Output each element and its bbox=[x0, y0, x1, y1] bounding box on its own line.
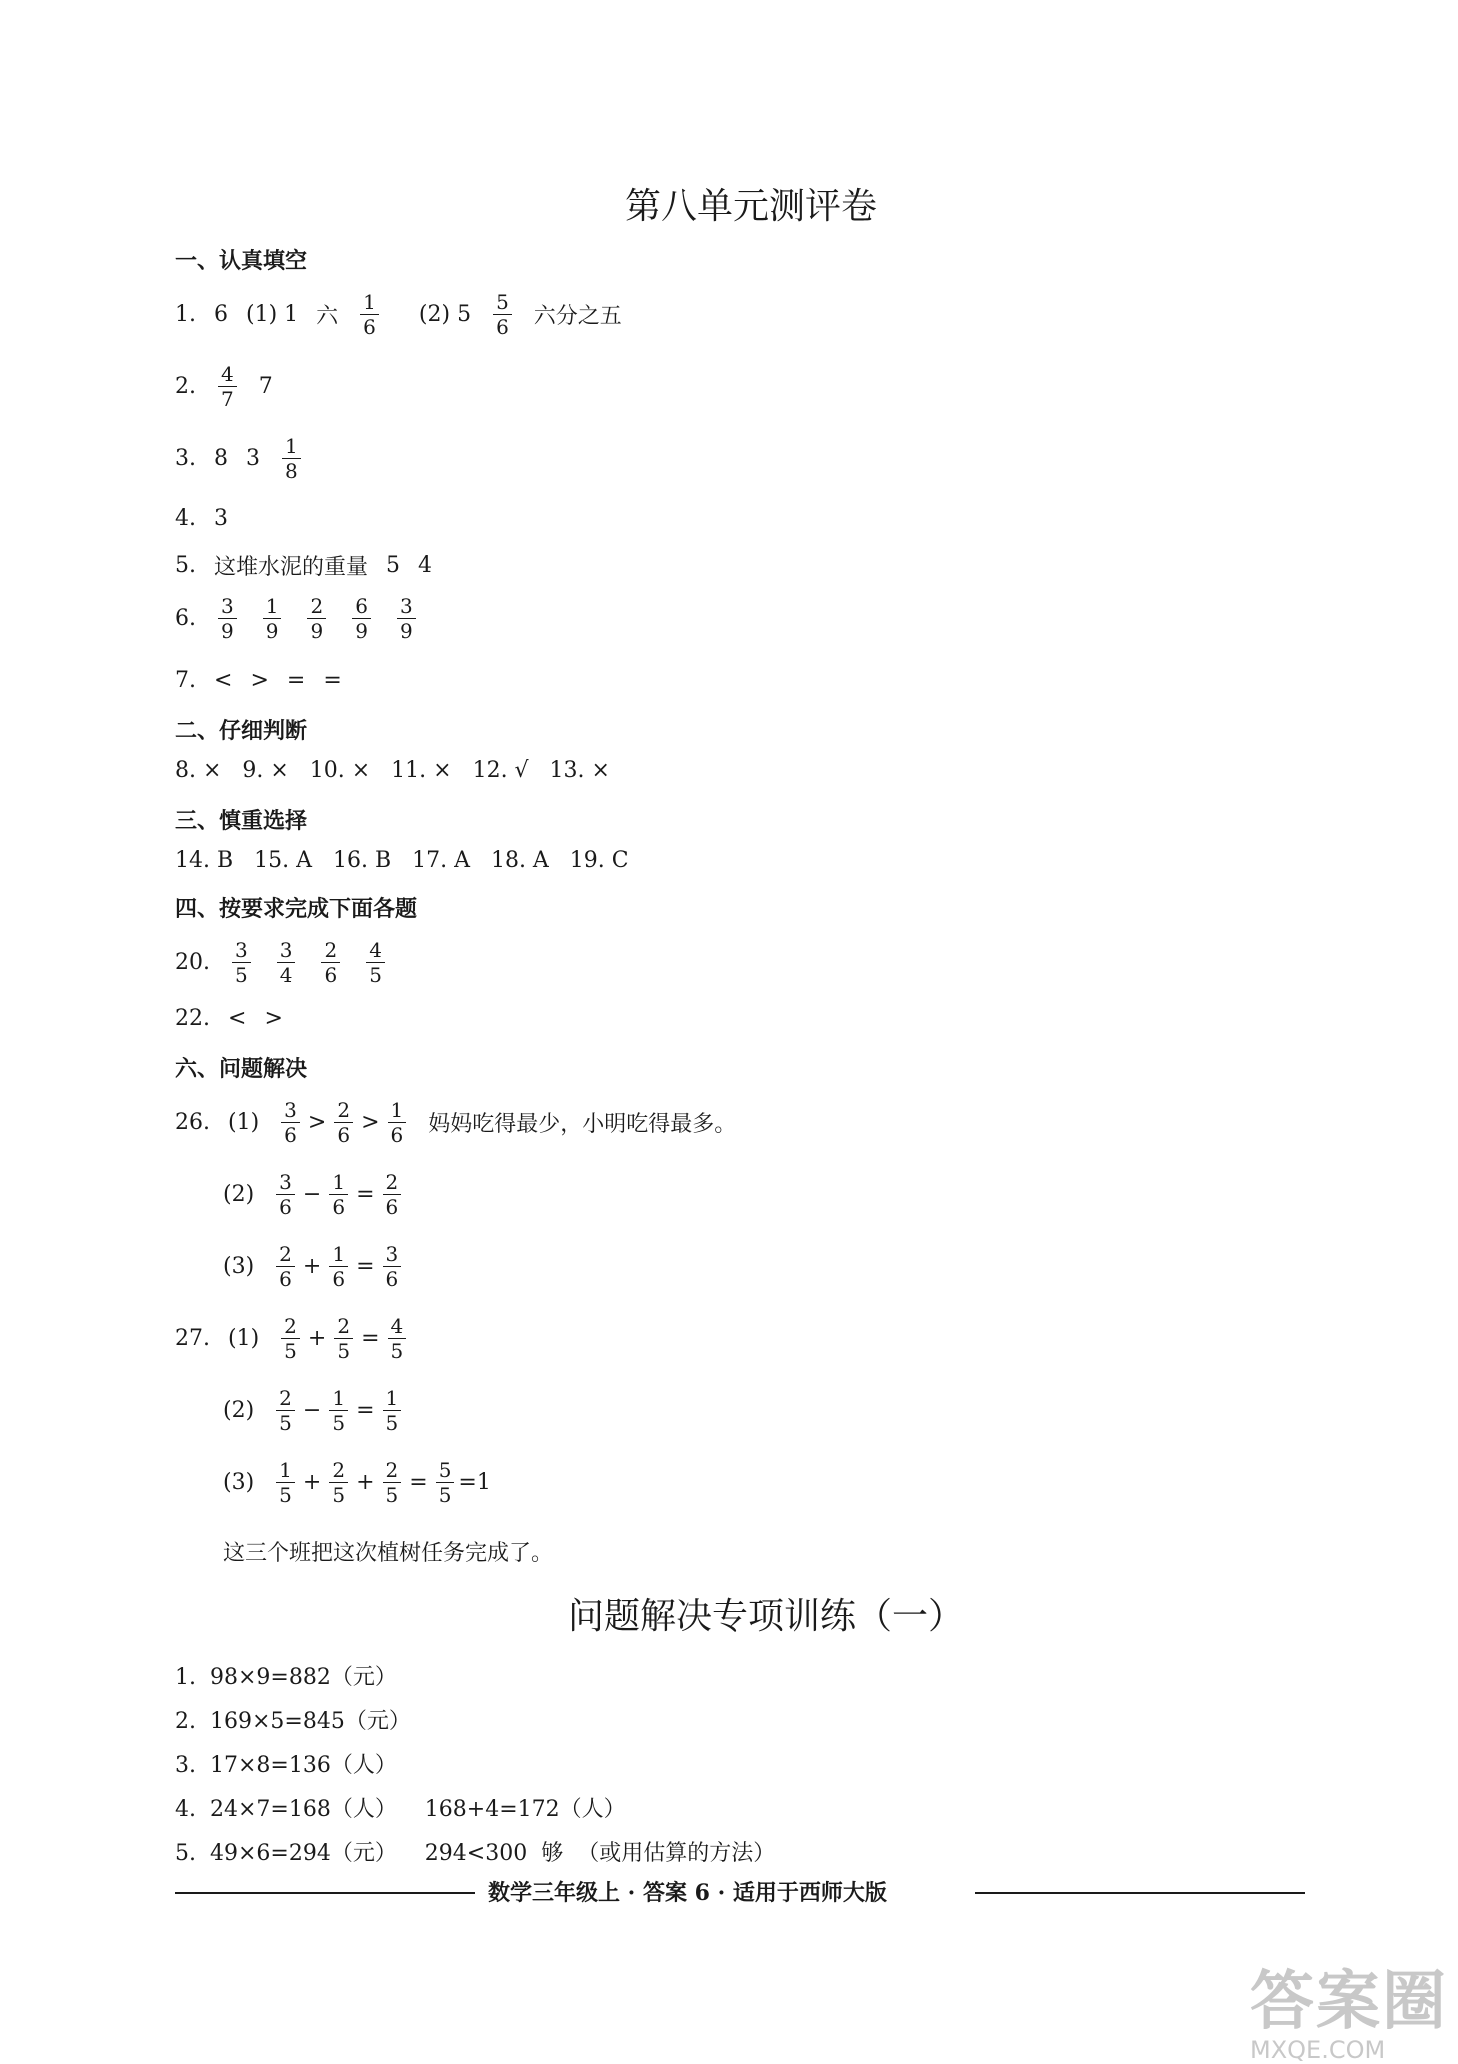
answer-judge: 8. × 9. × 10. × 11. × 12. √ 13. × bbox=[175, 758, 610, 783]
special-item-2: 2. 169×5=845（元） bbox=[175, 1709, 411, 1734]
fraction: $\frac{3}{5}$ bbox=[232, 940, 251, 985]
fraction: $\frac{2}{5}$ bbox=[276, 1388, 295, 1433]
answer-q27-1: 27. (1) $\frac{2}{5}$ + $\frac{2}{5}$ = $\frac{4}{5}$ bbox=[175, 1316, 410, 1361]
fraction: $\frac{2}{9}$ bbox=[307, 596, 326, 641]
fraction: $\frac{2}{6}$ bbox=[383, 1172, 402, 1217]
fraction: $\frac{3}{6}$ bbox=[383, 1244, 402, 1289]
fraction: $\frac{4}{5}$ bbox=[388, 1316, 407, 1361]
fraction: $\frac{1}{5}$ bbox=[329, 1388, 348, 1433]
footer-rule-right bbox=[975, 1892, 1305, 1894]
answer-q26-3: (3) $\frac{2}{6}$ + $\frac{1}{6}$ = $\frac{3}{6}$ bbox=[223, 1244, 405, 1289]
section-heading-4: 四、按要求完成下面各题 bbox=[175, 897, 418, 922]
answer-q20: 20. $\frac{3}{5}$ $\frac{3}{4}$ $\frac{2}{6}$ $\frac{4}{5}$ bbox=[175, 940, 389, 985]
answer-q1: 1. 6 (1) 1 六 $\frac{1}{6}$ (2) 5 $\frac{5}{6}$ 六分之五 bbox=[175, 290, 622, 339]
fraction: $\frac{2}{5}$ bbox=[383, 1460, 402, 1505]
fraction: $\frac{3}{9}$ bbox=[397, 596, 416, 641]
fraction: $\frac{3}{6}$ bbox=[276, 1172, 295, 1217]
answer-q26-2: (2) $\frac{3}{6}$ − $\frac{1}{6}$ = $\frac{2}{6}$ bbox=[223, 1172, 405, 1217]
fraction: $\frac{1}{6}$ bbox=[329, 1244, 348, 1289]
fraction: $\frac{3}{4}$ bbox=[277, 940, 296, 985]
section-heading-2: 二、仔细判断 bbox=[175, 719, 308, 744]
special-item-5: 5. 49×6=294（元） 294<300 够 （或用估算的方法） bbox=[175, 1841, 776, 1866]
fraction: $\frac{5}{5}$ bbox=[436, 1460, 455, 1505]
answer-q22: 22. < > bbox=[175, 1006, 283, 1031]
fraction: $\frac{2}{5}$ bbox=[329, 1460, 348, 1505]
page-title: 第八单元测评卷 bbox=[625, 186, 878, 227]
answer-q26-1: 26. (1) $\frac{3}{6}$ > $\frac{2}{6}$ > $\frac{1}{6}$ 妈妈吃得最少，小明吃得最多。 bbox=[175, 1098, 737, 1147]
section-heading-1: 一、认真填空 bbox=[175, 249, 308, 274]
page-footer: 数学三年级上 · 答案 6 · 适用于西师大版 bbox=[488, 1880, 887, 1906]
section-title-special: 问题解决专项训练（一） bbox=[568, 1596, 965, 1637]
fraction: $\frac{1}{6}$ bbox=[329, 1172, 348, 1217]
answer-q27-2: (2) $\frac{2}{5}$ − $\frac{1}{5}$ = $\frac{1}{5}$ bbox=[223, 1388, 405, 1433]
watermark: 答案圈 MXQE.COM bbox=[1250, 1965, 1448, 2064]
special-item-3: 3. 17×8=136（人） bbox=[175, 1753, 397, 1778]
fraction: $\frac{2}{5}$ bbox=[334, 1316, 353, 1361]
fraction: $\frac{1}{9}$ bbox=[263, 596, 282, 641]
fraction: $\frac{4}{7}$ bbox=[218, 364, 237, 409]
answer-q6: 6. $\frac{3}{9}$ $\frac{1}{9}$ $\frac{2}{9}$ $\frac{6}{9}$ $\frac{3}{9}$ bbox=[175, 596, 420, 641]
fraction: $\frac{6}{9}$ bbox=[352, 596, 371, 641]
answer-q27-3: (3) $\frac{1}{5}$ + $\frac{2}{5}$ + $\frac{2}{5}$ = $\frac{5}{5}$ =1 bbox=[223, 1458, 491, 1507]
answer-q4: 4. 3 bbox=[175, 506, 228, 531]
answer-q7: 7. < > = = bbox=[175, 668, 342, 693]
answer-choice: 14. B 15. A 16. B 17. A 18. A 19. C bbox=[175, 848, 629, 873]
fraction: $\frac{1}{5}$ bbox=[383, 1388, 402, 1433]
section-heading-6: 六、问题解决 bbox=[175, 1057, 308, 1082]
answer-q27-conclusion: 这三个班把这次植树任务完成了。 bbox=[223, 1541, 554, 1566]
section-heading-3: 三、慎重选择 bbox=[175, 809, 308, 834]
special-item-4: 4. 24×7=168（人） 168+4=172（人） bbox=[175, 1797, 626, 1822]
answer-q3: 3. 8 3 $\frac{1}{8}$ bbox=[175, 436, 305, 481]
fraction: $\frac{1}{6}$ bbox=[388, 1100, 407, 1145]
fraction: $\frac{1}{5}$ bbox=[276, 1460, 295, 1505]
fraction: $\frac{2}{6}$ bbox=[334, 1100, 353, 1145]
fraction: $\frac{4}{5}$ bbox=[366, 940, 385, 985]
fraction: $\frac{1}{6}$ bbox=[360, 292, 379, 337]
answer-q2: 2. $\frac{4}{7}$ 7 bbox=[175, 362, 273, 411]
fraction: $\frac{2}{6}$ bbox=[276, 1244, 295, 1289]
fraction: $\frac{1}{8}$ bbox=[282, 436, 301, 481]
fraction: $\frac{5}{6}$ bbox=[493, 292, 512, 337]
answer-q5: 5. 这堆水泥的重量 5 4 bbox=[175, 553, 433, 580]
fraction: $\frac{3}{6}$ bbox=[281, 1100, 300, 1145]
footer-rule-left bbox=[175, 1892, 475, 1894]
fraction: $\frac{2}{5}$ bbox=[281, 1316, 300, 1361]
special-item-1: 1. 98×9=882（元） bbox=[175, 1665, 397, 1690]
fraction: $\frac{2}{6}$ bbox=[321, 940, 340, 985]
fraction: $\frac{3}{9}$ bbox=[218, 596, 237, 641]
